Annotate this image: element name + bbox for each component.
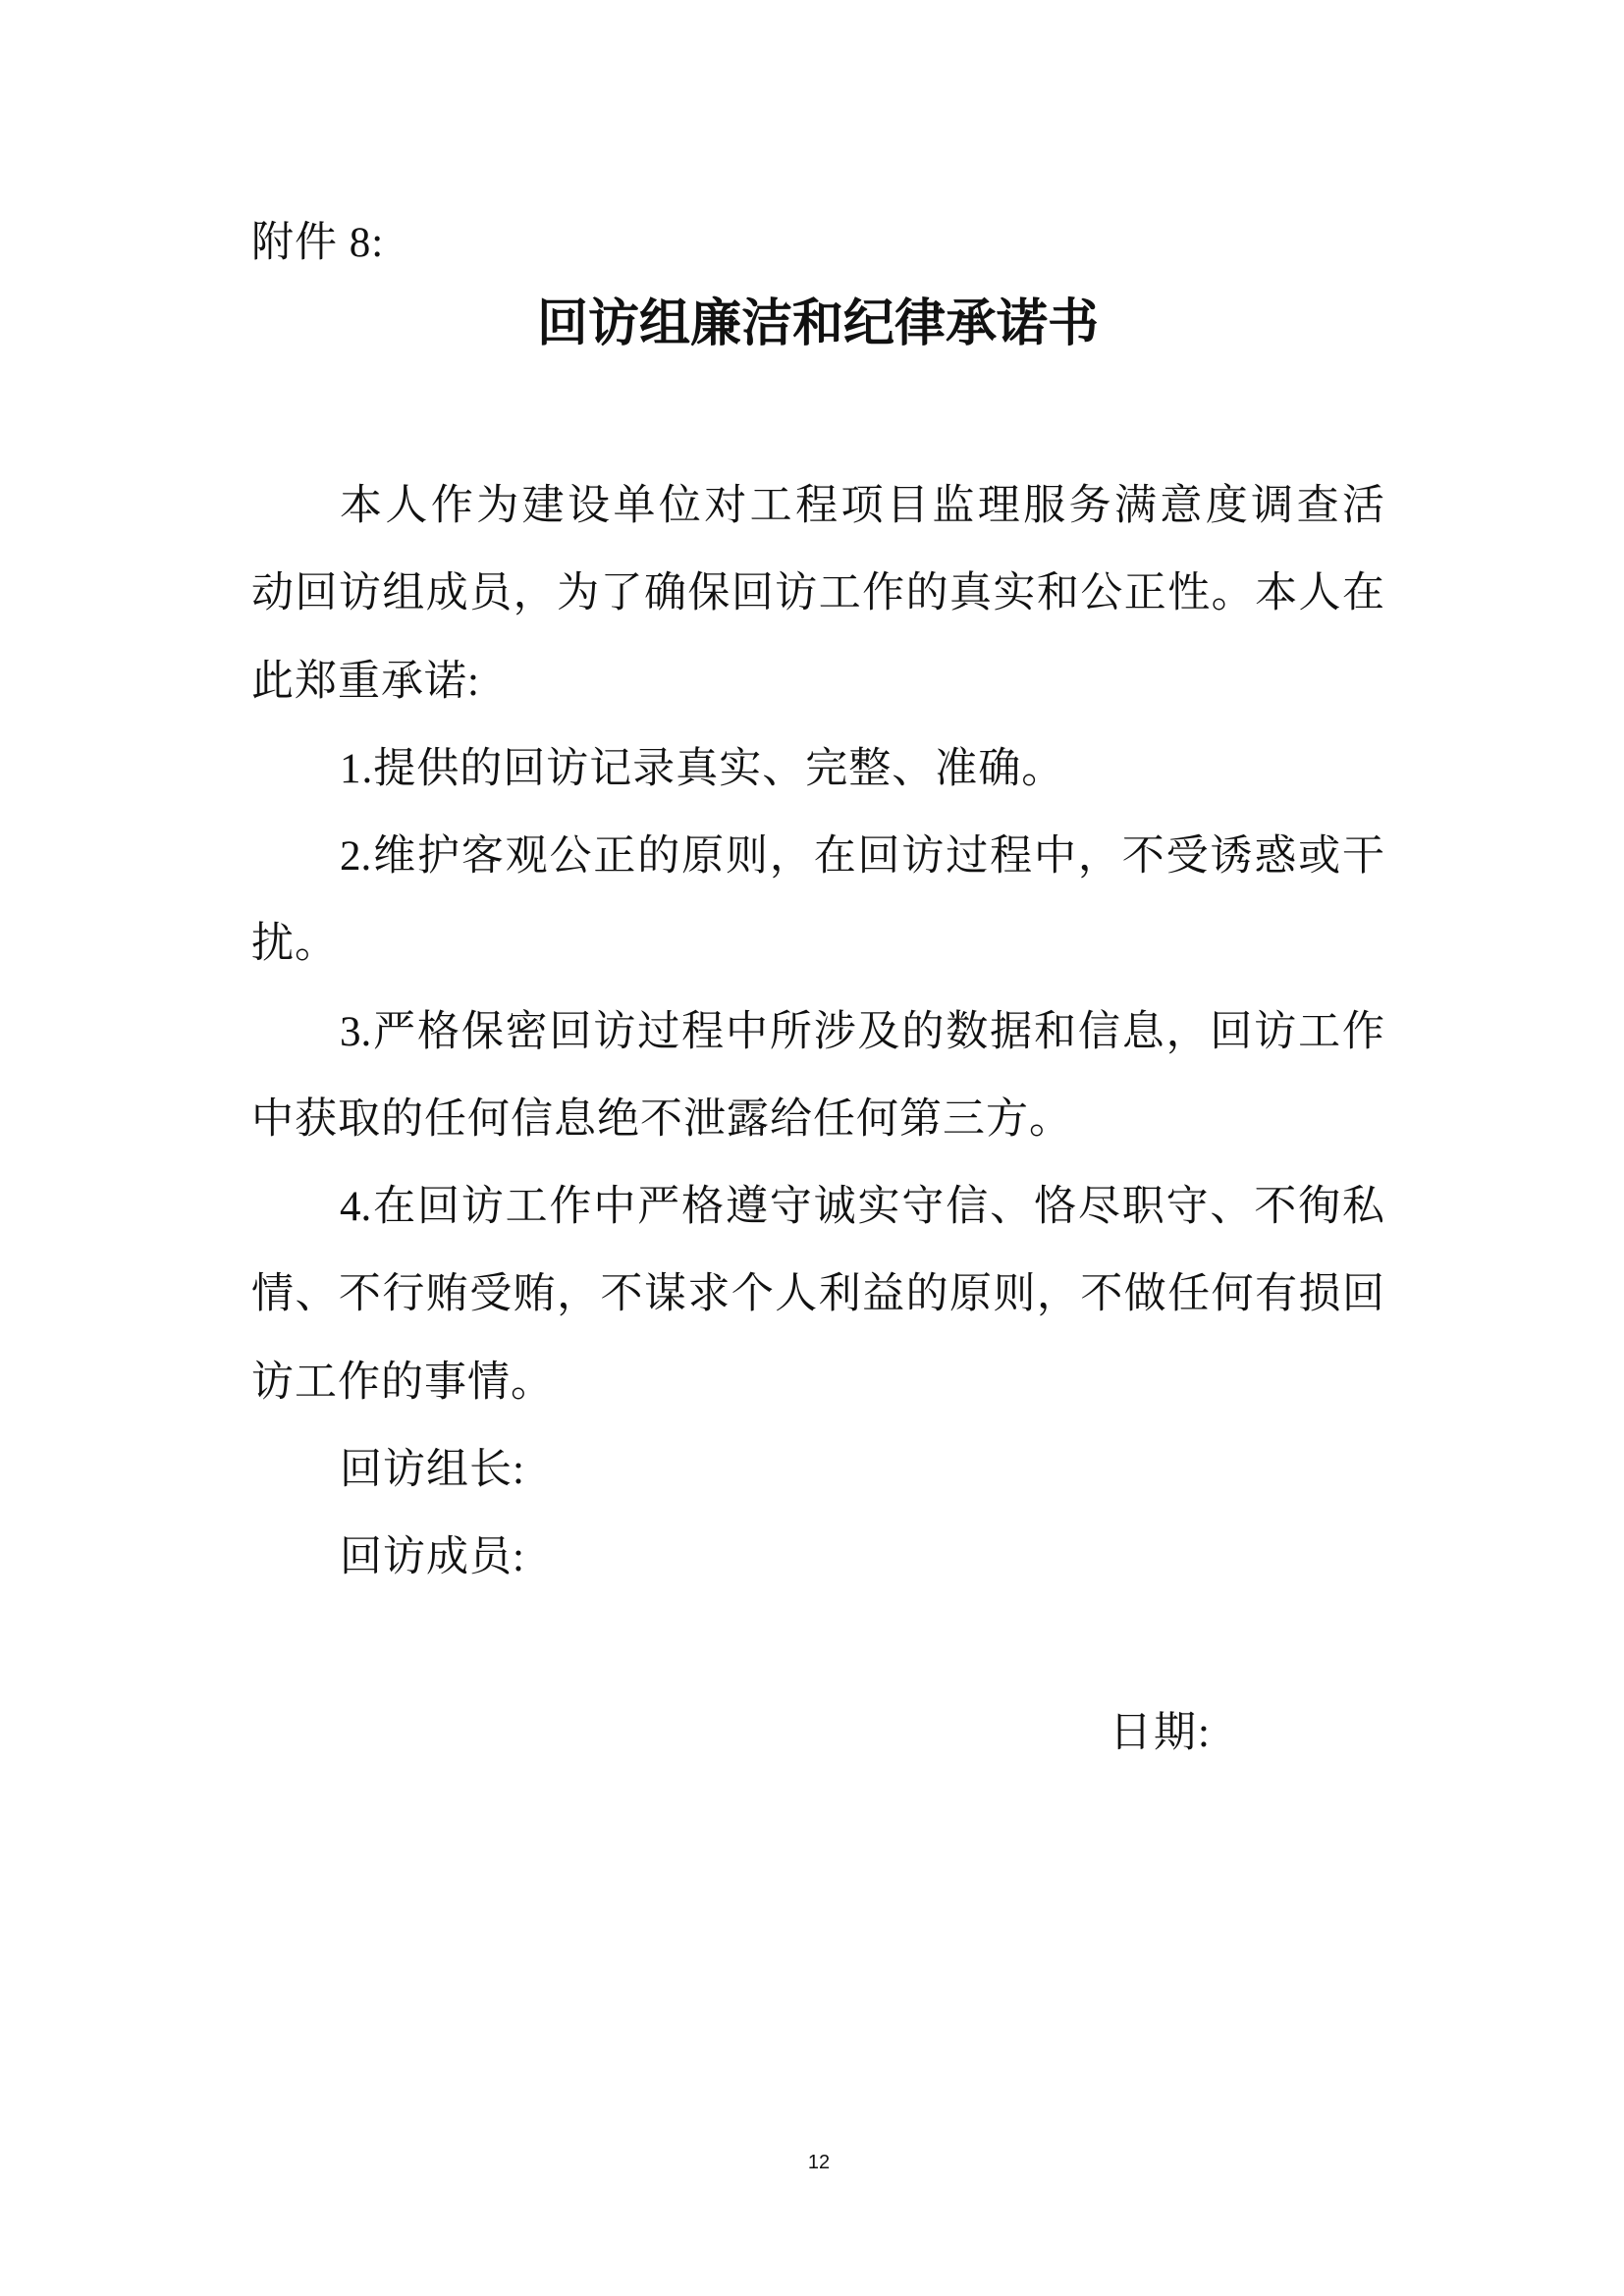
page-number: 12 xyxy=(807,2152,831,2173)
commitment-item-2-line-2: 扰。 xyxy=(251,921,338,968)
commitment-item-4-line-3: 访工作的事情。 xyxy=(251,1359,554,1406)
commitment-item-3-line-1: 3.严格保密回访过程中所涉及的数据和信息，回访工作 xyxy=(340,1008,1384,1055)
commitment-item-4-line-1: 4.在回访工作中严格遵守诚实守信、恪尽职守、不徇私 xyxy=(340,1184,1384,1230)
commitment-body xyxy=(251,462,1384,1601)
paragraph-1-line-3: 此郑重承诺: xyxy=(251,658,480,705)
commitment-item-1: 1.提供的回访记录真实、完整、准确。 xyxy=(340,745,1065,792)
commitment-item-4-line-2: 情、不行贿受贿，不谋求个人利益的原则，不做任何有损回 xyxy=(251,1271,1384,1318)
group-leader-signature-label: 回访组长: xyxy=(340,1446,525,1493)
date-label: 日期: xyxy=(1110,1710,1212,1756)
commitment-item-3-line-2: 中获取的任何信息绝不泄露给任何第三方。 xyxy=(251,1095,1072,1143)
commitment-item-2-line-1: 2.维护客观公正的原则，在回访过程中，不受诱惑或干 xyxy=(340,833,1384,880)
attachment-label: 附件 8: xyxy=(251,220,385,266)
group-member-signature-label: 回访成员: xyxy=(340,1534,525,1580)
document-title: 回访组廉洁和纪律承诺书 xyxy=(536,296,1099,352)
paragraph-1-line-2: 动回访组成员，为了确保回访工作的真实和公正性。本人在 xyxy=(251,570,1384,617)
paragraph-1-line-1: 本人作为建设单位对工程项目监理服务满意度调查活 xyxy=(340,483,1384,529)
